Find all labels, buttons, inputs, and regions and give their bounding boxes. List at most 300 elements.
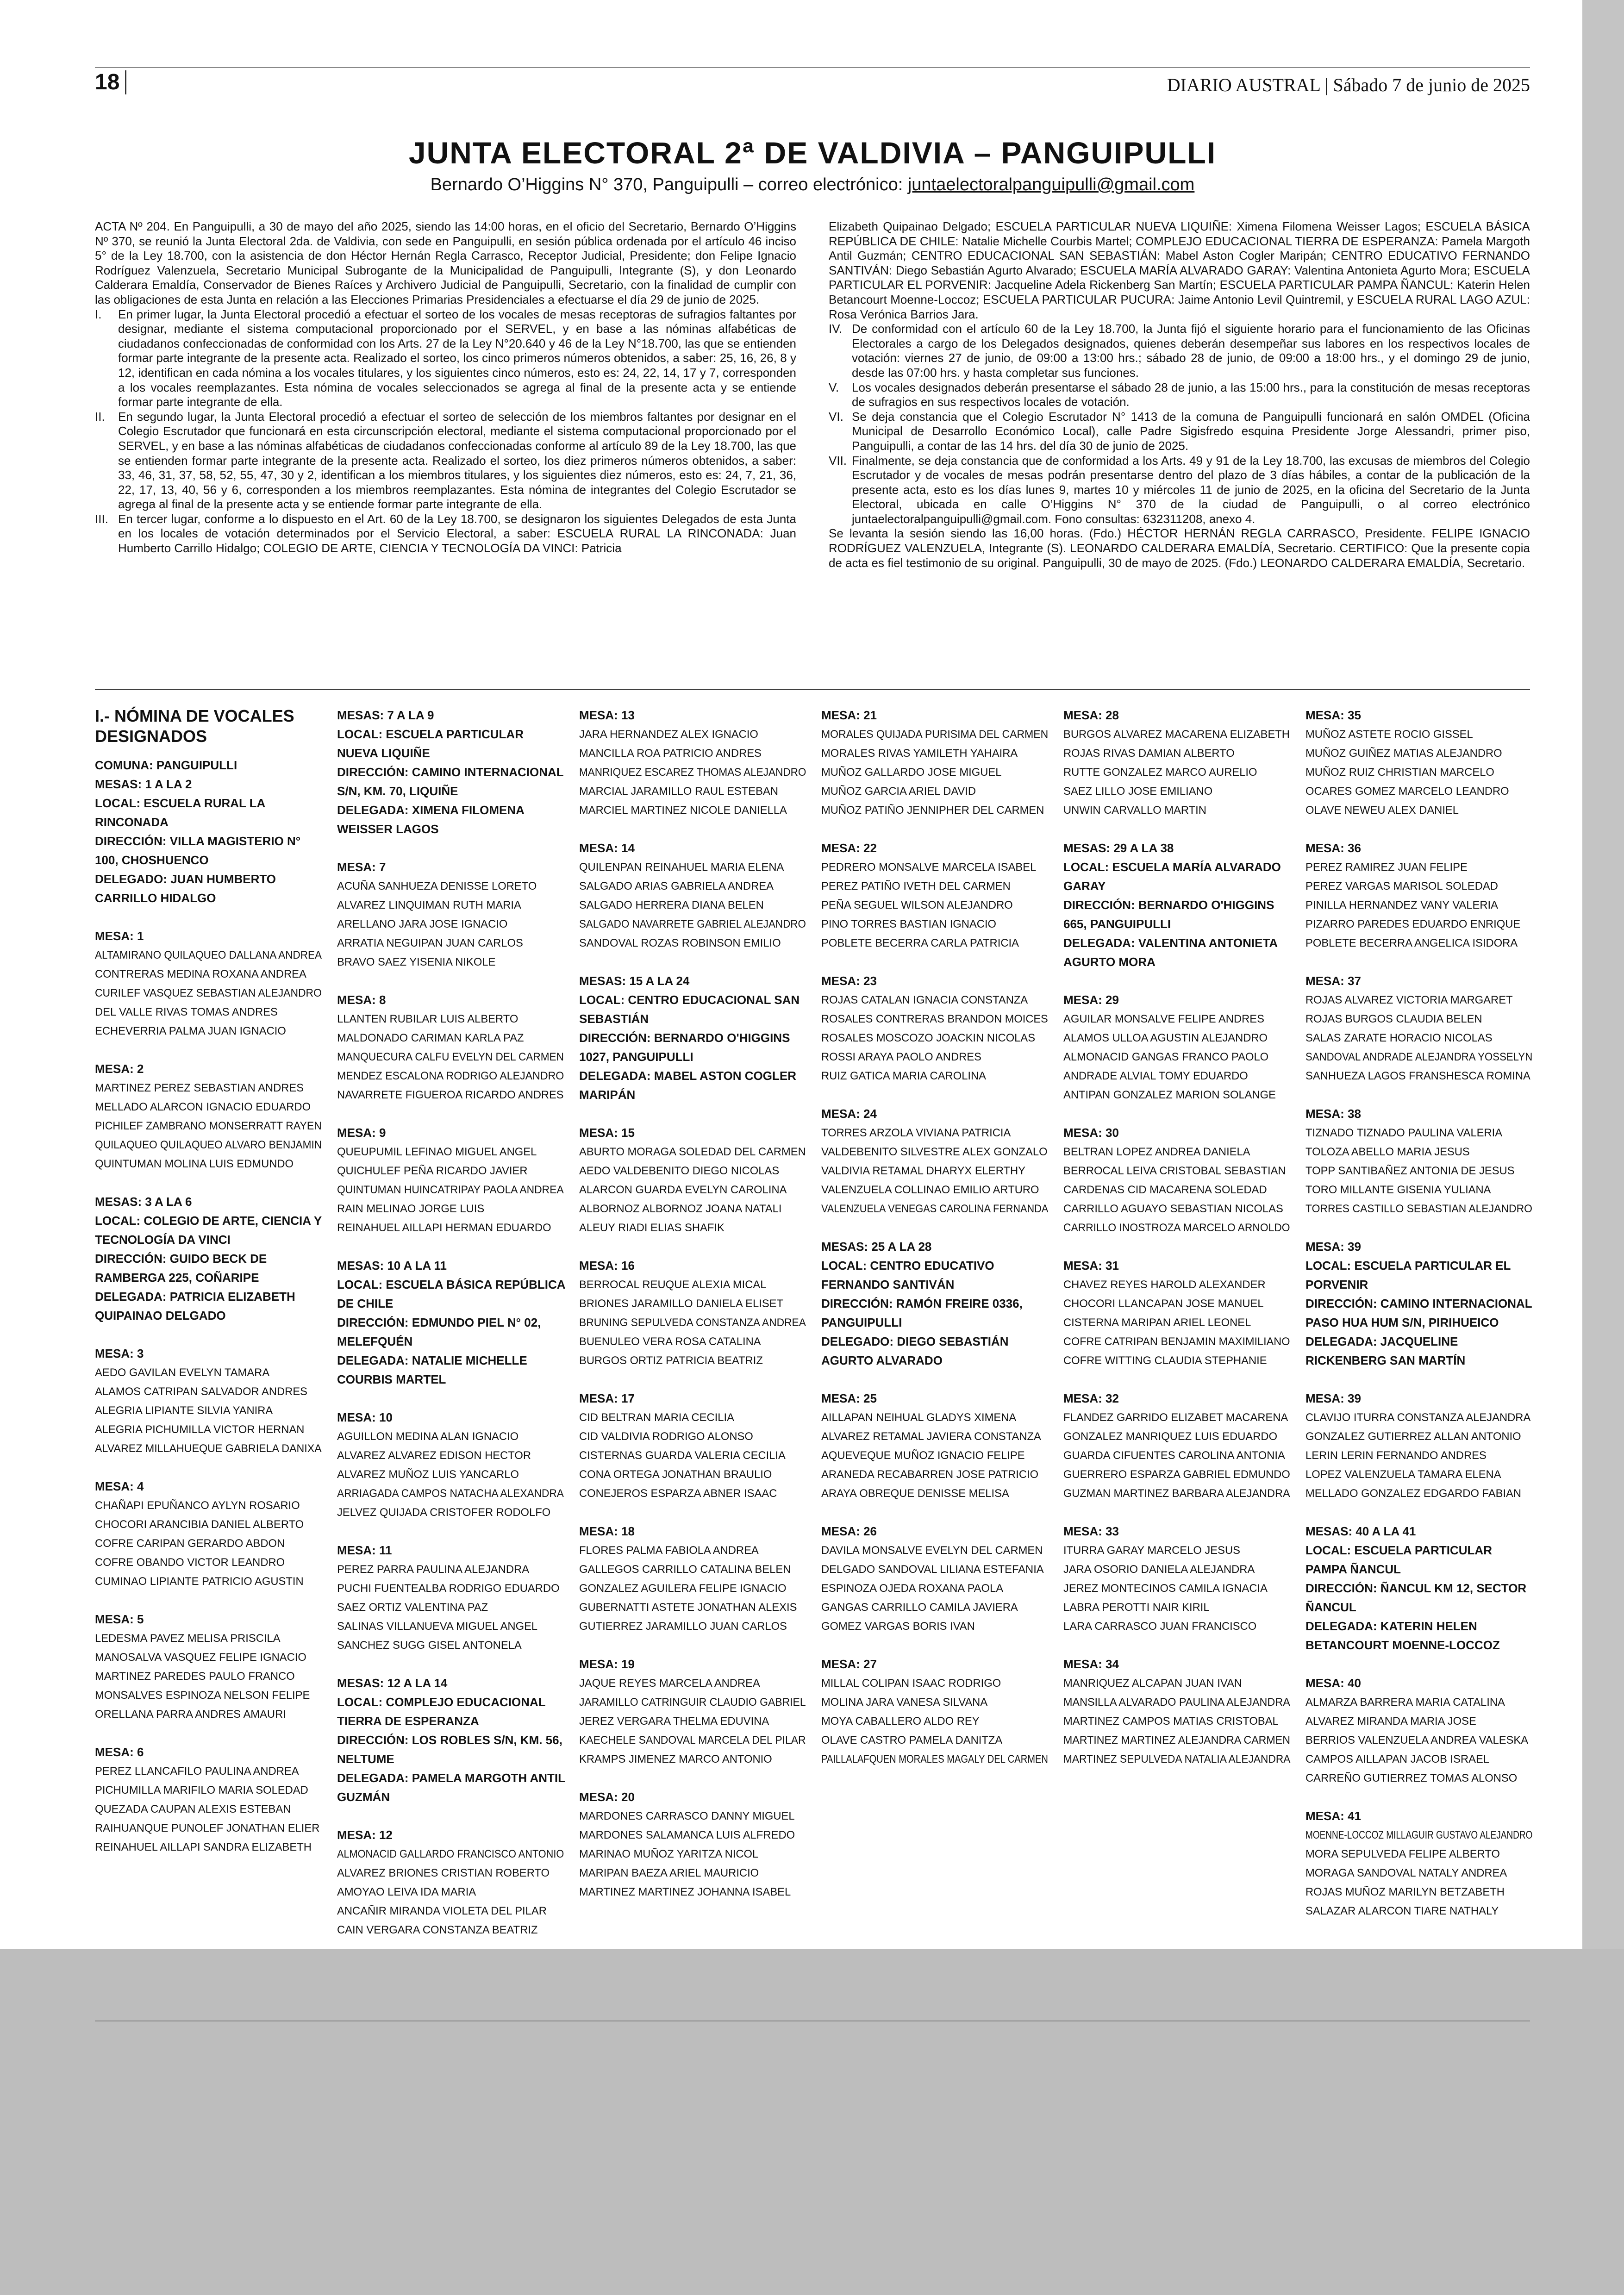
mesa-block — [337, 1256, 566, 1389]
vocal-name: MUÑOZ PATIÑO JENNIPHER DEL CARMEN — [821, 804, 1044, 817]
vocal-name: ALMONACID GALLARDO FRANCISCO ANTONIO — [337, 1848, 564, 1860]
vocal-name: CISTERNA MARIPAN ARIEL LEONEL — [1063, 1316, 1251, 1329]
mesa-heading: LOCAL: COLEGIO DE ARTE, CIENCIA Y TECNOLOGÍA DA VINCI — [95, 1214, 322, 1247]
vocal-name: UNWIN CARVALLO MARTIN — [1063, 804, 1206, 817]
vocal-name: FLORES PALMA FABIOLA ANDREA — [579, 1544, 759, 1557]
vocal-name: CARRILLO AGUAYO SEBASTIAN NICOLAS — [1063, 1203, 1283, 1215]
vocal-name: CONEJEROS ESPARZA ABNER ISAAC — [579, 1487, 777, 1500]
vocal-name: ALVAREZ MILLAHUEQUE GABRIELA DANIXA — [95, 1442, 322, 1455]
notice-title: JUNTA ELECTORAL 2ª DE VALDIVIA – PANGUIPULLI — [408, 136, 1217, 170]
acta-item-text: En tercer lugar, conforme a lo dispuesto en el Art. 60 de la Ley 18.700, se designaron los siguientes Delegados de esta Junta en los locales de votación determinados por el Servicio Electoral, a saber: ESCUELA RURAL LA RINCONADA: Juan Humberto Carrillo Hidalgo; COLEGIO DE ARTE, CIENCIA Y TECNOLOGÍA DA VINCI: Patricia — [118, 511, 796, 555]
vocal-name: LLANTEN RUBILAR LUIS ALBERTO — [337, 1013, 518, 1025]
acta-item-number: V. — [829, 380, 839, 394]
vocal-name: CID VALDIVIA RODRIGO ALONSO — [579, 1430, 753, 1443]
vocal-name: CAIN VERGARA CONSTANZA BEATRIZ — [337, 1924, 538, 1936]
vocal-name: ESPINOZA OJEDA ROXANA PAOLA — [821, 1582, 1004, 1595]
vocal-name: CHAÑAPI EPUÑANCO AYLYN ROSARIO — [95, 1499, 300, 1512]
vocal-name: PEREZ PATIÑO IVETH DEL CARMEN — [821, 880, 1011, 892]
vocal-name: ARELLANO JARA JOSE IGNACIO — [337, 918, 508, 930]
mesa-heading: DIRECCIÓN: VILLA MAGISTERIO N° 100, CHOSHUENCO — [95, 834, 301, 867]
mesa-heading: MESA: 14 — [579, 841, 635, 855]
acta-paragraph — [95, 307, 796, 410]
vocales-column-5 — [1063, 706, 1293, 1788]
vocal-name: GONZALEZ MANRIQUEZ LUIS EDUARDO — [1063, 1430, 1278, 1443]
mesa-heading: LOCAL: ESCUELA PARTICULAR NUEVA LIQUIÑE — [337, 727, 524, 760]
vocal-name: MANQUECURA CALFU EVELYN DEL CARMEN — [337, 1051, 564, 1063]
vocal-name: KRAMPS JIMENEZ MARCO ANTONIO — [579, 1753, 772, 1765]
vocal-name: GUTIERREZ JARAMILLO JUAN CARLOS — [579, 1620, 787, 1633]
vocal-name: CONA ORTEGA JONATHAN BRAULIO — [579, 1468, 772, 1481]
vocal-name: CARREÑO GUTIERREZ TOMAS ALONSO — [1305, 1772, 1518, 1784]
mesa-heading: MESA: 12 — [337, 1828, 393, 1842]
mesa-block — [1305, 1389, 1535, 1503]
vocal-name: ABURTO MORAGA SOLEDAD DEL CARMEN — [579, 1146, 806, 1158]
mesa-heading: DIRECCIÓN: BERNARDO O'HIGGINS 665, PANGUIPULLI — [1063, 898, 1274, 931]
vocal-name: ANTIPAN GONZALEZ MARION SOLANGE — [1063, 1089, 1276, 1101]
mesa-heading: MESA: 33 — [1063, 1524, 1119, 1538]
vocal-name: ANCAÑIR MIRANDA VIOLETA DEL PILAR — [337, 1905, 547, 1917]
mesa-block — [1305, 1237, 1535, 1370]
vocal-name: QUILENPAN REINAHUEL MARIA ELENA — [579, 861, 784, 873]
vocal-name: MARDONES SALAMANCA LUIS ALFREDO — [579, 1829, 795, 1841]
vocal-name: GUERRERO ESPARZA GABRIEL EDMUNDO — [1063, 1468, 1290, 1481]
mesa-block — [579, 1788, 808, 1902]
mesa-heading: MESA: 18 — [579, 1524, 635, 1538]
mesa-heading: MESA: 37 — [1305, 974, 1361, 988]
vocal-name: VALENZUELA VENEGAS CAROLINA FERNANDA — [821, 1203, 1049, 1215]
mesa-block — [1063, 1522, 1293, 1636]
vocal-name: ALBORNOZ ALBORNOZ JOANA NATALI — [579, 1203, 782, 1215]
vocal-name: MENDEZ ESCALONA RODRIGO ALEJANDRO — [337, 1070, 564, 1082]
mesa-heading: MESAS: 40 A LA 41 — [1305, 1524, 1416, 1538]
vocal-name: POBLETE BECERRA CARLA PATRICIA — [821, 937, 1019, 949]
mesa-heading: MESAS: 1 A LA 2 — [95, 777, 192, 791]
mesa-block — [821, 1389, 1050, 1503]
vocal-name: AILLAPAN NEIHUAL GLADYS XIMENA — [821, 1411, 1017, 1424]
acta-paragraph — [829, 410, 1530, 454]
vocal-name: JARA OSORIO DANIELA ALEJANDRA — [1063, 1563, 1255, 1576]
mesa-heading: DIRECCIÓN: CAMINO INTERNACIONAL PASO HUA HUM S/N, PIRIHUEICO — [1305, 1297, 1532, 1329]
vocal-name: SALGADO ARIAS GABRIELA ANDREA — [579, 880, 774, 892]
mesa-heading: MESA: 13 — [579, 708, 635, 722]
vocal-name: CARRILLO INOSTROZA MARCELO ARNOLDO — [1063, 1222, 1290, 1234]
vocal-name: GUARDA CIFUENTES CAROLINA ANTONIA — [1063, 1449, 1285, 1462]
mesa-heading: MESA: 6 — [95, 1745, 144, 1759]
mesa-heading: MESA: 38 — [1305, 1107, 1361, 1121]
vocal-name: MUÑOZ GARCIA ARIEL DAVID — [821, 785, 976, 798]
acta-item-number: VII. — [829, 453, 847, 468]
vocal-name: GOMEZ VARGAS BORIS IVAN — [821, 1620, 975, 1633]
vocal-name: REINAHUEL AILLAPI HERMAN EDUARDO — [337, 1222, 551, 1234]
vocal-name: MARTINEZ CAMPOS MATIAS CRISTOBAL — [1063, 1715, 1279, 1727]
mesa-heading: DELEGADA: JACQUELINE RICKENBERG SAN MARTÍN — [1305, 1335, 1466, 1367]
vocal-name: PEREZ RAMIREZ JUAN FELIPE — [1305, 861, 1468, 873]
vocal-name: MANRIQUEZ ALCAPAN JUAN IVAN — [1063, 1677, 1242, 1690]
vocal-name: ROSALES CONTRERAS BRANDON MOICES — [821, 1013, 1048, 1025]
mesa-block — [337, 1123, 566, 1237]
vocal-name: MORALES RIVAS YAMILETH YAHAIRA — [821, 747, 1018, 760]
mesa-block — [821, 1104, 1050, 1218]
mesa-heading: MESA: 34 — [1063, 1657, 1119, 1671]
vocal-name: JAQUE REYES MARCELA ANDREA — [579, 1677, 760, 1690]
vocal-name: ALVAREZ BRIONES CRISTIAN ROBERTO — [337, 1867, 550, 1879]
vocal-name: AGUILAR MONSALVE FELIPE ANDRES — [1063, 1013, 1264, 1025]
vocal-name: ORELLANA PARRA ANDRES AMAURI — [95, 1708, 286, 1721]
vocal-name: SALINAS VILLANUEVA MIGUEL ANGEL — [337, 1620, 538, 1633]
mesa-heading: MESA: 4 — [95, 1479, 144, 1493]
vocal-name: BRUNING SEPULVEDA CONSTANZA ANDREA — [579, 1316, 806, 1329]
mesa-block — [337, 1408, 566, 1522]
vocal-name: ALVAREZ LINQUIMAN RUTH MARIA — [337, 899, 521, 911]
vocal-name: CHOCORI LLANCAPAN JOSE MANUEL — [1063, 1297, 1264, 1310]
vocal-name: PAILLALAFQUEN MORALES MAGALY DEL CARMEN — [821, 1753, 1048, 1765]
acta-text-left — [95, 219, 796, 556]
mesa-heading: DIRECCIÓN: ÑANCUL KM 12, SECTOR ÑANCUL — [1305, 1581, 1527, 1614]
mesa-block — [821, 1655, 1050, 1769]
vocal-name: PUCHI FUENTEALBA RODRIGO EDUARDO — [337, 1582, 560, 1595]
mesa-heading: MESAS: 15 A LA 24 — [579, 974, 690, 988]
mesa-heading: DIRECCIÓN: BERNARDO O'HIGGINS 1027, PANGUIPULLI — [579, 1031, 790, 1064]
mesa-heading: DELEGADO: DIEGO SEBASTIÁN AGURTO ALVARADO — [821, 1335, 1009, 1367]
vocal-name: MORAGA SANDOVAL NATALY ANDREA — [1305, 1867, 1507, 1879]
mesa-heading: MESA: 3 — [95, 1347, 144, 1360]
vocal-name: QUEUPUMIL LEFINAO MIGUEL ANGEL — [337, 1146, 537, 1158]
mesa-block — [1305, 1807, 1535, 1921]
vocal-name: ROJAS CATALAN IGNACIA CONSTANZA — [821, 994, 1028, 1006]
mesa-heading: LOCAL: CENTRO EDUCATIVO FERNANDO SANTIVÁN — [821, 1259, 994, 1291]
vocal-name: PEREZ LLANCAFILO PAULINA ANDREA — [95, 1765, 299, 1777]
vocal-name: ALMONACID GANGAS FRANCO PAOLO — [1063, 1051, 1269, 1063]
header-rule — [95, 67, 1530, 68]
vocal-name: PEDRERO MONSALVE MARCELA ISABEL — [821, 861, 1037, 873]
vocal-name: REINAHUEL AILLAPI SANDRA ELIZABETH — [95, 1841, 312, 1853]
vocal-name: ALEGRIA LIPIANTE SILVIA YANIRA — [95, 1404, 273, 1417]
mesa-heading: DELEGADA: KATERIN HELEN BETANCOURT MOENNE-LOCCOZ — [1305, 1619, 1500, 1652]
vocal-name: COFRE CARIPAN GERARDO ABDON — [95, 1537, 285, 1550]
vocal-name: GONZALEZ GUTIERREZ ALLAN ANTONIO — [1305, 1430, 1521, 1443]
vocal-name: MELLADO GONZALEZ EDGARDO FABIAN — [1305, 1487, 1522, 1500]
mesa-heading: MESA: 11 — [337, 1543, 392, 1557]
mesa-heading: MESAS: 10 A LA 11 — [337, 1259, 447, 1272]
vocal-name: SANHUEZA LAGOS FRANSHESCA ROMINA — [1305, 1070, 1530, 1082]
mesa-heading: DELEGADA: NATALIE MICHELLE COURBIS MARTEL — [337, 1353, 527, 1386]
mesa-heading: MESA: 27 — [821, 1657, 877, 1671]
mesa-heading: COMUNA: PANGUIPULLI — [95, 758, 237, 772]
vocal-name: SAEZ ORTIZ VALENTINA PAZ — [337, 1601, 488, 1614]
mesa-heading: MESA: 25 — [821, 1391, 877, 1405]
vocal-name: KAECHELE SANDOVAL MARCELA DEL PILAR — [579, 1734, 806, 1746]
mesa-block — [579, 1655, 808, 1769]
vocal-name: SALGADO HERRERA DIANA BELEN — [579, 899, 764, 911]
mesa-heading: MESA: 31 — [1063, 1259, 1119, 1272]
vocal-name: JARA HERNANDEZ ALEX IGNACIO — [579, 728, 758, 741]
notice-subtitle — [95, 175, 1530, 195]
vocal-name: MALDONADO CARIMAN KARLA PAZ — [337, 1032, 524, 1044]
mesa-block — [337, 706, 566, 839]
vocal-name: GALLEGOS CARRILLO CATALINA BELEN — [579, 1563, 791, 1576]
mesa-heading: MESA: 9 — [337, 1126, 386, 1140]
vocal-name: MARCIAL JARAMILLO RAUL ESTEBAN — [579, 785, 779, 798]
mesa-heading: LOCAL: CENTRO EDUCACIONAL SAN SEBASTIÁN — [579, 993, 800, 1026]
vocal-name: DAVILA MONSALVE EVELYN DEL CARMEN — [821, 1544, 1043, 1557]
vocal-name: ALVAREZ MUÑOZ LUIS YANCARLO — [337, 1468, 519, 1481]
vocal-name: BRIONES JARAMILLO DANIELA ELISET — [579, 1297, 784, 1310]
vocal-name: COFRE OBANDO VICTOR LEANDRO — [95, 1556, 285, 1569]
mesa-heading: MESAS: 3 A LA 6 — [95, 1195, 192, 1209]
vocal-name: PEREZ PARRA PAULINA ALEJANDRA — [337, 1563, 530, 1576]
mesa-block — [1063, 1256, 1293, 1370]
mesa-heading: MESA: 17 — [579, 1391, 635, 1405]
mesa-heading: MESA: 41 — [1305, 1809, 1361, 1823]
mesa-heading: DIRECCIÓN: GUIDO BECK DE RAMBERGA 225, COÑARIPE — [95, 1252, 267, 1285]
mesa-heading: DELEGADA: VALENTINA ANTONIETA AGURTO MORA — [1063, 936, 1278, 969]
vocal-name: ROSALES MOSCOZO JOACKIN NICOLAS — [821, 1032, 1036, 1044]
vocal-name: BERROCAL LEIVA CRISTOBAL SEBASTIAN — [1063, 1165, 1286, 1177]
vocal-name: ALAMOS ULLOA AGUSTIN ALEJANDRO — [1063, 1032, 1268, 1044]
mesa-heading: MESAS: 12 A LA 14 — [337, 1676, 448, 1690]
vocal-name: GONZALEZ AGUILERA FELIPE IGNACIO — [579, 1582, 787, 1595]
vocal-name: RUIZ GATICA MARIA CAROLINA — [821, 1070, 987, 1082]
vocal-name: ACUÑA SANHUEZA DENISSE LORETO — [337, 880, 537, 892]
vocal-name: MORALES QUIJADA PURISIMA DEL CARMEN — [821, 728, 1049, 741]
vocal-name: ECHEVERRIA PALMA JUAN IGNACIO — [95, 1025, 286, 1037]
vocal-name: ARANEDA RECABARREN JOSE PATRICIO — [821, 1468, 1039, 1481]
mesa-block — [95, 1344, 324, 1458]
acta-paragraph — [829, 380, 1530, 410]
vocal-name: ALVAREZ ALVAREZ EDISON HECTOR — [337, 1449, 531, 1462]
vocal-name: VALDEBENITO SILVESTRE ALEX GONZALO — [821, 1146, 1048, 1158]
vocal-name: BERRIOS VALENZUELA ANDREA VALESKA — [1305, 1734, 1529, 1746]
mesa-heading: MESA: 15 — [579, 1126, 635, 1140]
mesa-block — [95, 1060, 324, 1173]
vocal-name: MARTINEZ PAREDES PAULO FRANCO — [95, 1670, 295, 1683]
mesa-block — [337, 1541, 566, 1655]
mesa-heading: LOCAL: COMPLEJO EDUCACIONAL TIERRA DE ESPERANZA — [337, 1695, 546, 1728]
mesa-block — [821, 972, 1050, 1085]
vocal-name: TORRES CASTILLO SEBASTIAN ALEJANDRO — [1305, 1203, 1532, 1215]
vocal-name: MOLINA JARA VANESA SILVANA — [821, 1696, 988, 1709]
vocal-name: JEREZ VERGARA THELMA EDUVINA — [579, 1715, 769, 1727]
vocal-name: ARRIAGADA CAMPOS NATACHA ALEXANDRA — [337, 1487, 564, 1500]
vocal-name: MONSALVES ESPINOZA NELSON FELIPE — [95, 1689, 310, 1702]
vocal-name: MOYA CABALLERO ALDO REY — [821, 1715, 980, 1727]
vocal-name: AEDO VALDEBENITO DIEGO NICOLAS — [579, 1165, 780, 1177]
vocal-name: OLAVE CASTRO PAMELA DANITZA — [821, 1734, 1003, 1746]
vocal-name: CISTERNAS GUARDA VALERIA CECILIA — [579, 1449, 786, 1462]
vocal-name: QUICHULEF PEÑA RICARDO JAVIER — [337, 1165, 528, 1177]
acta-item-number: III. — [95, 511, 108, 526]
acta-paragraph — [829, 219, 1530, 322]
vocal-name: CHAVEZ REYES HAROLD ALEXANDER — [1063, 1278, 1266, 1291]
mesa-heading: MESA: 28 — [1063, 708, 1119, 722]
vocal-name: ITURRA GARAY MARCELO JESUS — [1063, 1544, 1241, 1557]
vocal-name: ROJAS MUÑOZ MARILYN BETZABETH — [1305, 1886, 1505, 1898]
vocal-name: MANOSALVA VASQUEZ FELIPE IGNACIO — [95, 1651, 306, 1664]
mesa-block — [1063, 991, 1293, 1104]
acta-item-number: II. — [95, 409, 105, 424]
mesa-heading: MESA: 5 — [95, 1612, 144, 1626]
mesa-block — [337, 1826, 566, 1940]
vocal-name: CHOCORI ARANCIBIA DANIEL ALBERTO — [95, 1518, 304, 1531]
mesa-heading: MESA: 39 — [1305, 1240, 1361, 1254]
page-number-divider — [125, 70, 126, 94]
mesa-heading: MESA: 24 — [821, 1107, 877, 1121]
vocal-name: MARTINEZ SEPULVEDA NATALIA ALEJANDRA — [1063, 1753, 1291, 1765]
vocal-name: MOENNE-LOCCOZ MILLAGUIR GUSTAVO ALEJANDRO — [1305, 1829, 1533, 1841]
mesa-heading: MESA: 39 — [1305, 1391, 1361, 1405]
vocal-name: SAEZ LILLO JOSE EMILIANO — [1063, 785, 1213, 798]
mesa-block — [1063, 1123, 1293, 1237]
mesa-block — [1305, 972, 1535, 1085]
mesa-heading: MESA: 40 — [1305, 1676, 1361, 1690]
vocal-name: MARDONES CARRASCO DANNY MIGUEL — [579, 1810, 795, 1822]
vocal-name: LABRA PEROTTI NAIR KIRIL — [1063, 1601, 1210, 1614]
page-number: 18 — [95, 70, 120, 94]
vocal-name: MARCIEL MARTINEZ NICOLE DANIELLA — [579, 804, 787, 817]
acta-paragraph — [95, 512, 796, 556]
vocal-name: BURGOS ALVAREZ MACARENA ELIZABETH — [1063, 728, 1290, 741]
vocal-name: QUINTUMAN MOLINA LUIS EDMUNDO — [95, 1158, 294, 1170]
vocal-name: NAVARRETE FIGUEROA RICARDO ANDRES — [337, 1089, 564, 1101]
mesa-block — [337, 991, 566, 1104]
vocal-name: SANCHEZ SUGG GISEL ANTONELA — [337, 1639, 522, 1652]
vocal-name: BELTRAN LOPEZ ANDREA DANIELA — [1063, 1146, 1250, 1158]
mesa-heading: MESA: 1 — [95, 929, 144, 943]
mesa-block — [95, 1477, 324, 1591]
vocal-name: ALTAMIRANO QUILAQUEO DALLANA ANDREA — [95, 949, 322, 961]
vocal-name: ALAMOS CATRIPAN SALVADOR ANDRES — [95, 1385, 308, 1398]
vocal-name: MARTINEZ MARTINEZ JOHANNA ISABEL — [579, 1886, 791, 1898]
vocal-name: TOPP SANTIBAÑEZ ANTONIA DE JESUS — [1305, 1165, 1515, 1177]
vocal-name: ROJAS BURGOS CLAUDIA BELEN — [1305, 1013, 1482, 1025]
vocal-name: AGUILLON MEDINA ALAN IGNACIO — [337, 1430, 519, 1443]
mesa-heading: MESAS: 7 A LA 9 — [337, 708, 434, 722]
vocal-name: POBLETE BECERRA ANGELICA ISIDORA — [1305, 937, 1518, 949]
vocal-name: ARRATIA NEGUIPAN JUAN CARLOS — [337, 937, 523, 949]
mesa-heading: MESAS: 25 A LA 28 — [821, 1240, 932, 1254]
vocal-name: MANCILLA ROA PATRICIO ANDRES — [579, 747, 762, 760]
mesa-heading: LOCAL: ESCUELA PARTICULAR PAMPA ÑANCUL — [1305, 1543, 1492, 1576]
vocal-name: PIZARRO PAREDES EDUARDO ENRIQUE — [1305, 918, 1521, 930]
vocal-name: TORO MILLANTE GISENIA YULIANA — [1305, 1184, 1491, 1196]
vocal-name: ROJAS ALVAREZ VICTORIA MARGARET — [1305, 994, 1513, 1006]
section-divider — [95, 689, 1530, 690]
mesa-heading: DELEGADA: XIMENA FILOMENA WEISSER LAGOS — [337, 803, 524, 836]
mesa-block — [95, 1192, 324, 1325]
vocal-name: MARTINEZ MARTINEZ ALEJANDRA CARMEN — [1063, 1734, 1290, 1746]
acta-item-text: ACTA Nº 204. En Panguipulli, a 30 de mayo del año 2025, siendo las 14:00 horas, en el oficio del Secretario, Bernardo O’Higgins Nº 370, se reunió la Junta Electoral 2da. de Valdivia, con sede en Panguipulli, en sesión pública ordenada por el artículo 46 inciso 5° de la Ley 18.700, con la asistencia de don Héctor Hernán Regla Carrasco, Receptor Judicial, Presidente; don Felipe Ignacio Rodríguez Valenzuela, Secretario Municipal Subrogante de la Municipalidad de Panguipulli, Integrante (S), y don Leonardo Calderara Emaldía, Conservador de Bienes Raíces y Archivero Judicial de Panguipulli, Secretario, con la finalidad de cumplir con las obligaciones de esta Junta en relación a las Elecciones Primarias Presidenciales a efectuarse el día 29 de junio de 2025. — [95, 219, 796, 306]
vocal-name: VALDIVIA RETAMAL DHARYX ELERTHY — [821, 1165, 1026, 1177]
vocal-name: LERIN LERIN FERNANDO ANDRES — [1305, 1449, 1487, 1462]
vocal-name: MILLAL COLIPAN ISAAC RODRIGO — [821, 1677, 1001, 1690]
mesa-heading: MESA: 26 — [821, 1524, 877, 1538]
vocal-name: AMOYAO LEIVA IDA MARIA — [337, 1886, 476, 1898]
vocal-name: BUENULEO VERA ROSA CATALINA — [579, 1335, 761, 1348]
acta-item-text: En primer lugar, la Junta Electoral procedió a efectuar el sorteo de los vocales de mesas receptoras de sufragios faltantes por designar, mediante el sistema computacional proporcionado por el SERVEL, y en base a las nóminas alfabéticas de ciudadanos confeccionadas de conformidad con los Arts. 27 de la Ley N°20.640 y 46 de la Ley N°18.700, las que se entienden formar parte integrante de la presente acta. Realizado el sorteo, los cinco primeros números obtenidos, a saber: 25, 16, 26, 8 y 12, identifican en cada nómina a los vocales titulares, y los siguientes cinco números, esto es: 24, 22, 14, 17 y 7, corresponden a los vocales reemplazantes. Esta nómina de vocales seleccionados se agrega al final de la presente acta y se entiende formar parte integrante de ella. — [118, 307, 796, 409]
vocal-name: MUÑOZ ASTETE ROCIO GISSEL — [1305, 728, 1473, 741]
acta-text-right — [829, 219, 1530, 570]
vocal-name: COFRE WITTING CLAUDIA STEPHANIE — [1063, 1354, 1267, 1367]
vocal-name: CID BELTRAN MARIA CECILIA — [579, 1411, 734, 1424]
vocal-name: JELVEZ QUIJADA CRISTOFER RODOLFO — [337, 1506, 551, 1519]
mesa-block — [821, 706, 1050, 820]
vocal-name: CLAVIJO ITURRA CONSTANZA ALEJANDRA — [1305, 1411, 1531, 1424]
vocal-name: CONTRERAS MEDINA ROXANA ANDREA — [95, 968, 306, 980]
acta-paragraph — [829, 526, 1530, 570]
vocal-name: TOLOZA ABELLO MARIA JESUS — [1305, 1146, 1470, 1158]
vocal-name: OCARES GOMEZ MARCELO LEANDRO — [1305, 785, 1509, 798]
vocal-name: VALENZUELA COLLINAO EMILIO ARTURO — [821, 1184, 1039, 1196]
acta-paragraph — [95, 410, 796, 512]
vocal-name: BERROCAL REUQUE ALEXIA MICAL — [579, 1278, 767, 1291]
vocal-name: AEDO GAVILAN EVELYN TAMARA — [95, 1366, 270, 1379]
acta-item-text: En segundo lugar, la Junta Electoral procedió a efectuar el sorteo de selección de los miembros faltantes por designar en el Colegio Escrutador que funcionará en esta circunscripción electoral, mediante el sistema computacional proporcionado por el SERVEL, y en base a las nóminas alfabéticas de ciudadanos confeccionadas conforme al artículo 89 de la Ley 18.700, las que se entienden formar parte integrante de la presente acta. Realizado el sorteo, los diez primeros números obtenidos, a saber: 33, 46, 31, 37, 58, 52, 55, 47, 30 y 2, identifican a los miembros titulares, y los siguientes diez números, esto es: 24, 7, 21, 36, 22, 17, 13, 40, 56 y 6, corresponden a los miembros reemplazantes. Esta nómina de integrantes del Colegio Escrutador se agrega al final de la presente acta y se entiende formar parte integrante de ella. — [118, 409, 796, 511]
mesa-block — [95, 756, 324, 908]
vocal-name: CURILEF VASQUEZ SEBASTIAN ALEJANDRO — [95, 987, 322, 999]
mesa-block — [579, 706, 808, 820]
mesa-heading: DELEGADA: MABEL ASTON COGLER MARIPÁN — [579, 1069, 796, 1102]
mesa-heading: LOCAL: ESCUELA RURAL LA RINCONADA — [95, 796, 265, 829]
vocal-name: SALGADO NAVARRETE GABRIEL ALEJANDRO — [579, 918, 806, 930]
acta-paragraph — [829, 454, 1530, 527]
mesa-block — [821, 839, 1050, 953]
mesa-block — [821, 1237, 1050, 1370]
vocal-name: PICHUMILLA MARIFILO MARIA SOLEDAD — [95, 1784, 308, 1796]
mesa-block — [579, 1389, 808, 1503]
acta-item-number: IV. — [829, 322, 843, 336]
vocal-name: GUBERNATTI ASTETE JONATHAN ALEXIS — [579, 1601, 797, 1614]
mesa-heading: LOCAL: ESCUELA MARÍA ALVARADO GARAY — [1063, 860, 1281, 893]
mesa-block — [579, 972, 808, 1104]
mesa-heading: MESA: 20 — [579, 1790, 635, 1804]
acta-item-number: VI. — [829, 409, 843, 424]
vocal-name: MARINAO MUÑOZ YARITZA NICOL — [579, 1848, 759, 1860]
mesa-block — [1063, 1655, 1293, 1769]
mesa-heading: MESA: 7 — [337, 860, 386, 874]
vocal-name: JARAMILLO CATRINGUIR CLAUDIO GABRIEL — [579, 1696, 806, 1709]
page-edge-strip — [1582, 0, 1624, 1949]
vocal-name: MARTINEZ PEREZ SEBASTIAN ANDRES — [95, 1082, 304, 1094]
acta-item-number: I. — [95, 307, 102, 321]
vocal-name: PEÑA SEGUEL WILSON ALEJANDRO — [821, 899, 1013, 911]
mesa-heading: DELEGADA: PAMELA MARGOTH ANTIL GUZMÁN — [337, 1771, 565, 1804]
vocal-name: CUMINAO LIPIANTE PATRICIO AGUSTIN — [95, 1575, 304, 1588]
acta-item-text: Elizabeth Quipainao Delgado; ESCUELA PARTICULAR NUEVA LIQUIÑE: Ximena Filomena Weisser Lagos; ESCUELA BÁSICA REPÚBLICA DE CHILE: Natalie Michelle Courbis Martel; COMPLEJO EDUCACIONAL TIERRA DE ESPERANZA: Pamela Margoth Antil Guzmán; CENTRO EDUCACIONAL SAN SEBASTIÁN: Mabel Aston Cogler Maripán; CENTRO EDUCATIVO FERNANDO SANTIVÁN: Diego Sebastián Agurto Alvarado; ESCUELA MARÍA ALVARADO GARAY: Valentina Antonieta Agurto Mora; ESCUELA PARTICULAR EL PORVENIR: Jacqueline Adela Rickenberg San Martín; ESCUELA PARTICULAR PAMPA ÑANCUL: Katerin Helen Betancourt Moenne-Loccoz; ESCUELA PARTICULAR PUCURA: Jaime Antonio Levil Quintremil, y ESCUELA RURAL LAGO AZUL: Rosa Verónica Barrios Jara. — [829, 219, 1530, 321]
vocal-name: PINILLA HERNANDEZ VANY VALERIA — [1305, 899, 1498, 911]
mesa-block — [1063, 1389, 1293, 1503]
vocal-name: ALEGRIA PICHUMILLA VICTOR HERNAN — [95, 1423, 305, 1436]
vocales-column-6 — [1305, 706, 1535, 1940]
vocal-name: MUÑOZ GALLARDO JOSE MIGUEL — [821, 766, 1002, 779]
vocal-name: BURGOS ORTIZ PATRICIA BEATRIZ — [579, 1354, 763, 1367]
vocales-column-1 — [95, 706, 324, 1876]
vocal-name: ROSSI ARAYA PAOLO ANDRES — [821, 1051, 981, 1063]
vocal-name: PEREZ VARGAS MARISOL SOLEDAD — [1305, 880, 1498, 892]
acta-paragraph — [95, 219, 796, 307]
vocal-name: PINO TORRES BASTIAN IGNACIO — [821, 918, 997, 930]
mesa-heading: MESA: 2 — [95, 1062, 144, 1076]
mesa-block — [337, 858, 566, 972]
vocal-name: MARIPAN BAEZA ARIEL MAURICIO — [579, 1867, 759, 1879]
vocal-name: JEREZ MONTECINOS CAMILA IGNACIA — [1063, 1582, 1268, 1595]
vocal-name: ALVAREZ RETAMAL JAVIERA CONSTANZA — [821, 1430, 1041, 1443]
vocal-name: QUILAQUEO QUILAQUEO ALVARO BENJAMIN — [95, 1139, 322, 1151]
mesa-block — [1305, 1104, 1535, 1218]
vocal-name: ALARCON GUARDA EVELYN CAROLINA — [579, 1184, 787, 1196]
vocal-name: MORA SEPULVEDA FELIPE ALBERTO — [1305, 1848, 1500, 1860]
contact-email: juntaelectoralpanguipulli@gmail.com — [907, 175, 1195, 194]
subtitle-address: Bernardo O’Higgins N° 370, Panguipulli – correo electrónico: — [430, 175, 908, 194]
